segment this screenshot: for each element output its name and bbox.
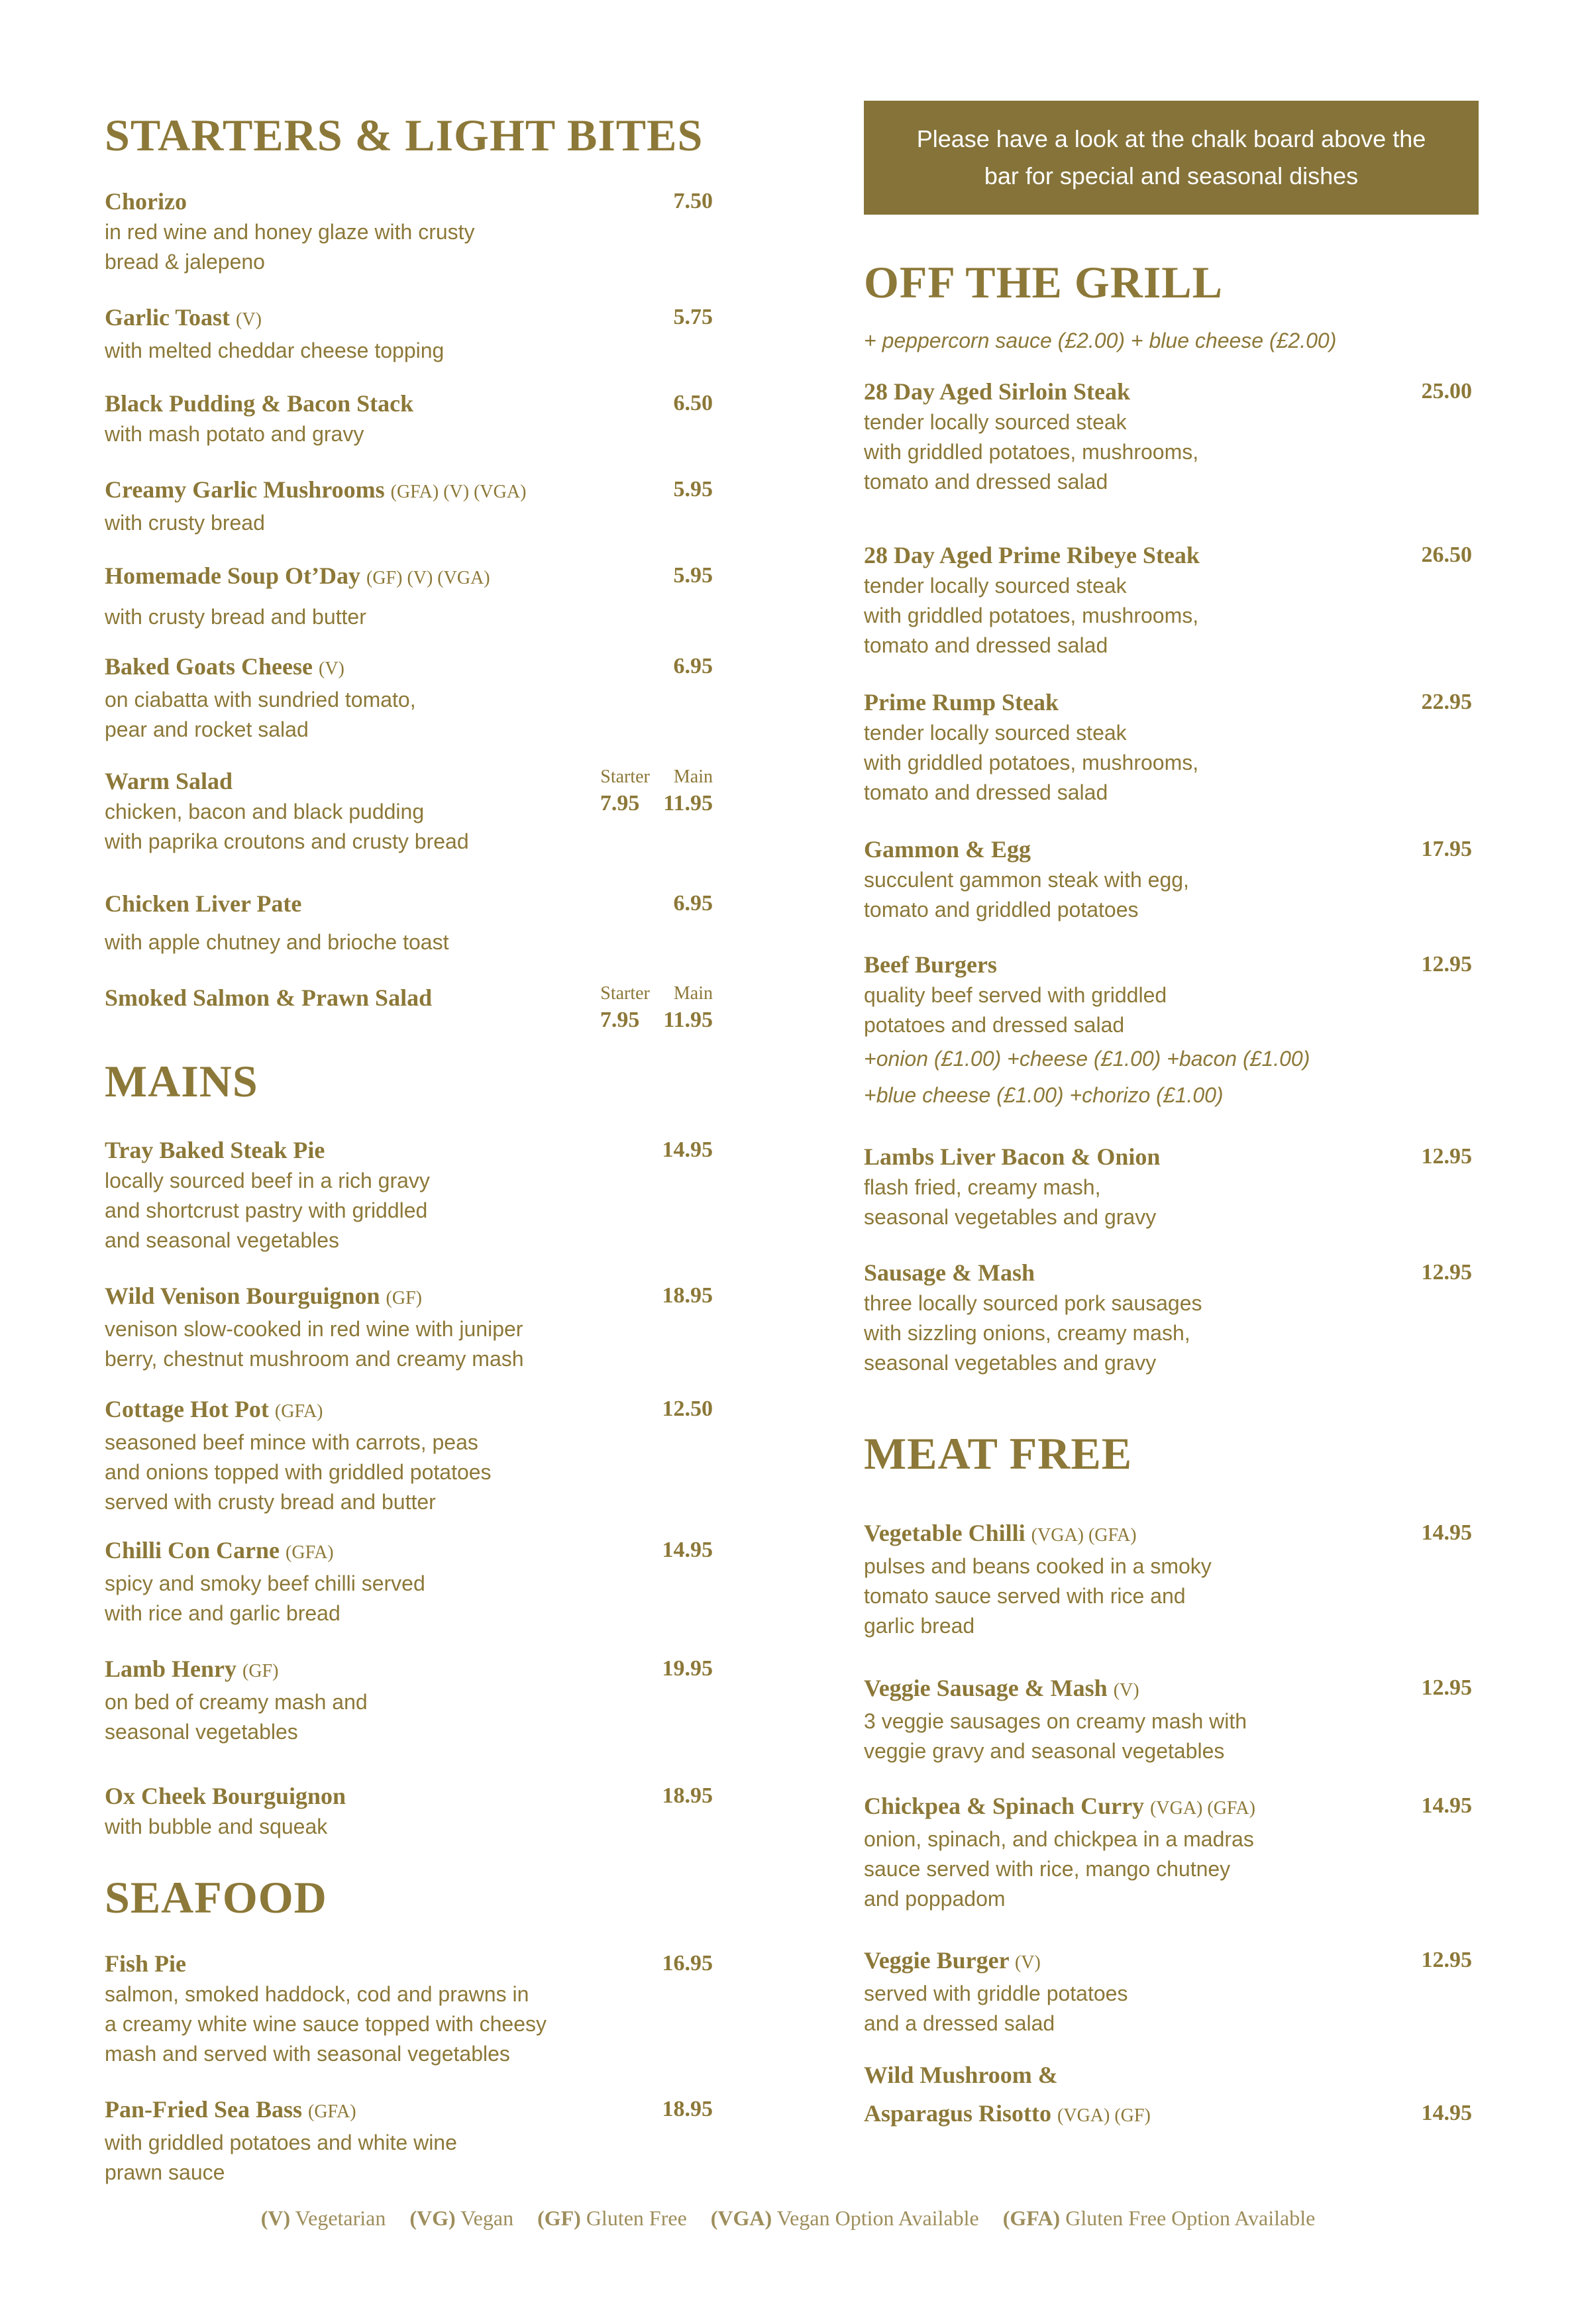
item-desc: seasonal vegetables and gravy bbox=[864, 1205, 1157, 1229]
main-label: Main bbox=[673, 766, 713, 787]
legend-entry: (VG) Vegan bbox=[409, 2206, 514, 2230]
menu-item bbox=[105, 1948, 719, 2069]
item-desc: and seasonal vegetables bbox=[105, 1228, 340, 1252]
menu-item bbox=[105, 185, 719, 277]
item-name: Garlic Toast bbox=[105, 304, 231, 331]
section-title-seafood: SEAFOOD bbox=[105, 1872, 327, 1923]
item-price: 18.95 bbox=[662, 2097, 713, 2121]
item-price: 12.95 bbox=[1421, 1144, 1472, 1169]
item-desc: with crusty bread bbox=[105, 511, 265, 535]
item-extras: +onion (£1.00) +cheese (£1.00) +bacon (£1.00) bbox=[864, 1047, 1310, 1071]
item-desc: on ciabatta with sundried tomato, bbox=[105, 688, 416, 712]
menu-item bbox=[105, 1280, 719, 1374]
item-name: Veggie Burger bbox=[864, 1947, 1009, 1974]
item-desc: and poppadom bbox=[864, 1887, 1006, 1911]
item-tags: (VGA) (GF) bbox=[1057, 2105, 1151, 2126]
menu-item bbox=[105, 765, 719, 857]
section-title-meat-free: MEAT FREE bbox=[864, 1428, 1133, 1479]
item-price: 26.50 bbox=[1421, 543, 1472, 567]
item-desc: with griddled potatoes, mushrooms, bbox=[864, 440, 1199, 464]
item-desc: 3 veggie sausages on creamy mash with bbox=[864, 1709, 1247, 1733]
item-desc: with melted cheddar cheese topping bbox=[105, 339, 445, 362]
item-name: Veggie Sausage & Mash bbox=[864, 1675, 1108, 1701]
item-desc: with rice and garlic bread bbox=[105, 1601, 341, 1625]
item-price: 14.95 bbox=[1421, 1793, 1472, 1818]
item-name: Chilli Con Carne bbox=[105, 1537, 280, 1563]
item-name: Black Pudding & Bacon Stack bbox=[105, 390, 414, 417]
item-name: Wild Mushroom & bbox=[864, 2062, 1058, 2088]
item-desc: served with crusty bread and butter bbox=[105, 1490, 436, 1514]
item-desc: tender locally sourced steak bbox=[864, 410, 1127, 434]
item-desc: with paprika croutons and crusty bread bbox=[105, 829, 469, 853]
item-desc: tomato and dressed salad bbox=[864, 633, 1108, 657]
item-name: 28 Day Aged Prime Ribeye Steak bbox=[864, 542, 1200, 568]
item-price: 6.95 bbox=[673, 891, 713, 916]
item-price: 22.95 bbox=[1421, 690, 1472, 714]
item-desc: spicy and smoky beef chilli served bbox=[105, 1571, 425, 1595]
item-desc: mash and served with seasonal vegetables bbox=[105, 2042, 510, 2066]
item-name: Tray Baked Steak Pie bbox=[105, 1137, 325, 1163]
item-desc: with sizzling onions, creamy mash, bbox=[864, 1321, 1190, 1345]
item-tags: (VGA) (GFA) bbox=[1150, 1798, 1255, 1819]
item-desc: locally sourced beef in a rich gravy bbox=[105, 1169, 430, 1192]
item-desc: three locally sourced pork sausages bbox=[864, 1291, 1202, 1315]
item-price: 6.95 bbox=[673, 654, 713, 678]
main-label: Main bbox=[673, 983, 713, 1004]
item-desc: with bubble and squeak bbox=[105, 1815, 328, 1838]
menu-item bbox=[864, 2059, 1479, 2132]
item-price: 5.95 bbox=[673, 563, 713, 588]
menu-item bbox=[105, 388, 719, 449]
item-desc: prawn sauce bbox=[105, 2160, 225, 2184]
item-price: 18.95 bbox=[662, 1283, 713, 1308]
item-name: Wild Venison Bourguignon bbox=[105, 1283, 380, 1309]
item-price: 12.95 bbox=[1421, 1260, 1472, 1285]
main-price: 11.95 bbox=[663, 791, 713, 816]
item-price: 18.95 bbox=[662, 1783, 713, 1808]
item-desc: and shortcrust pastry with griddled bbox=[105, 1198, 428, 1222]
menu-item bbox=[864, 1141, 1479, 1232]
item-desc: pear and rocket salad bbox=[105, 717, 309, 741]
item-tags: (GF) bbox=[242, 1661, 279, 1681]
legend-entry: (V) Vegetarian bbox=[260, 2206, 386, 2230]
item-price: 12.95 bbox=[1421, 1675, 1472, 1700]
item-desc: tomato and dressed salad bbox=[864, 470, 1108, 494]
item-desc: berry, chestnut mushroom and creamy mash bbox=[105, 1347, 524, 1371]
item-desc: seasoned beef mince with carrots, peas bbox=[105, 1430, 478, 1454]
section-title-grill: OFF THE GRILL bbox=[864, 257, 1223, 307]
section-title-mains: MAINS bbox=[105, 1056, 258, 1106]
item-name: Baked Goats Cheese bbox=[105, 653, 313, 680]
item-name: Cottage Hot Pot bbox=[105, 1396, 269, 1422]
menu-item bbox=[864, 686, 1479, 808]
item-price: 12.95 bbox=[1421, 1948, 1472, 1972]
item-desc: with crusty bread and butter bbox=[105, 605, 366, 629]
item-desc: pulses and beans cooked in a smoky bbox=[864, 1554, 1212, 1578]
item-name: Sausage & Mash bbox=[864, 1259, 1035, 1286]
dietary-legend bbox=[0, 2206, 1576, 2231]
menu-item bbox=[864, 539, 1479, 660]
item-name: Vegetable Chilli bbox=[864, 1520, 1025, 1546]
item-desc: served with griddle potatoes bbox=[864, 1981, 1128, 2005]
item-price: 12.50 bbox=[662, 1397, 713, 1421]
item-name: Gammon & Egg bbox=[864, 836, 1031, 863]
item-desc: salmon, smoked haddock, cod and prawns in bbox=[105, 1982, 529, 2006]
menu-item bbox=[864, 1517, 1479, 1641]
item-price: 12.95 bbox=[1421, 952, 1472, 977]
item-name: Ox Cheek Bourguignon bbox=[105, 1783, 346, 1809]
legend-entry: (VGA) Vegan Option Available bbox=[710, 2206, 979, 2230]
menu-item bbox=[864, 1944, 1479, 2038]
menu-item bbox=[864, 1790, 1479, 1914]
item-name: Pan-Fried Sea Bass bbox=[105, 2096, 303, 2123]
item-price: 17.95 bbox=[1421, 837, 1472, 861]
item-tags: (V) bbox=[1014, 1952, 1041, 1973]
item-desc: onion, spinach, and chickpea in a madras bbox=[864, 1827, 1254, 1851]
item-tags: (GFA) bbox=[286, 1542, 334, 1563]
item-price: 16.95 bbox=[662, 1951, 713, 1976]
menu-item bbox=[864, 1257, 1479, 1378]
menu-item bbox=[105, 2093, 719, 2188]
item-desc: succulent gammon steak with egg, bbox=[864, 868, 1189, 892]
item-tags: (GFA) bbox=[274, 1401, 323, 1422]
item-desc: and onions topped with griddled potatoes bbox=[105, 1460, 492, 1484]
item-name: Prime Rump Steak bbox=[864, 689, 1059, 715]
menu-item bbox=[864, 376, 1479, 497]
menu-item bbox=[105, 1653, 719, 1747]
menu-item bbox=[105, 1780, 719, 1842]
menu-item bbox=[864, 1672, 1479, 1766]
item-desc: tomato sauce served with rice and bbox=[864, 1584, 1186, 1608]
item-desc: with griddled potatoes, mushrooms, bbox=[864, 751, 1199, 774]
item-tags: (GFA) (V) (VGA) bbox=[390, 482, 527, 502]
item-price: 5.95 bbox=[673, 477, 713, 502]
item-extras: +blue cheese (£1.00) +chorizo (£1.00) bbox=[864, 1083, 1224, 1107]
item-price: 5.75 bbox=[673, 305, 713, 329]
item-name: Chorizo bbox=[105, 188, 187, 215]
item-desc: with apple chutney and brioche toast bbox=[105, 930, 449, 954]
menu-item bbox=[105, 1134, 719, 1255]
main-price: 11.95 bbox=[663, 1008, 713, 1032]
starter-price: 7.95 bbox=[600, 791, 640, 816]
item-desc: in red wine and honey glaze with crusty bbox=[105, 220, 475, 244]
dual-price bbox=[600, 982, 713, 1035]
item-desc: garlic bread bbox=[864, 1614, 975, 1638]
item-price: 14.95 bbox=[1421, 1520, 1472, 1545]
menu-item bbox=[105, 982, 719, 1032]
dual-price bbox=[600, 765, 713, 818]
chalk-board-text: Please have a look at the chalk board above the bar for special and seasonal dishes bbox=[916, 125, 1426, 189]
item-desc: potatoes and dressed salad bbox=[864, 1013, 1125, 1037]
item-desc: with griddled potatoes and white wine bbox=[105, 2131, 457, 2154]
item-price: 14.95 bbox=[662, 1137, 713, 1162]
item-desc: on bed of creamy mash and bbox=[105, 1690, 368, 1714]
item-name: Lamb Henry bbox=[105, 1656, 237, 1682]
item-tags: (V) bbox=[319, 659, 344, 679]
item-name: Beef Burgers bbox=[864, 951, 997, 978]
item-name-line2: Asparagus Risotto bbox=[864, 2100, 1052, 2127]
menu-item bbox=[105, 1534, 719, 1628]
item-price: 14.95 bbox=[662, 1538, 713, 1562]
item-desc: with griddled potatoes, mushrooms, bbox=[864, 604, 1199, 627]
item-tags: (V) bbox=[236, 309, 262, 330]
menu-item bbox=[105, 651, 719, 745]
chalk-board-banner bbox=[864, 101, 1479, 215]
item-price: 25.00 bbox=[1421, 379, 1472, 403]
item-desc: tender locally sourced steak bbox=[864, 574, 1127, 598]
starter-price: 7.95 bbox=[600, 1008, 640, 1032]
item-price: 19.95 bbox=[662, 1656, 713, 1681]
item-desc: tender locally sourced steak bbox=[864, 721, 1127, 745]
starter-label: Starter bbox=[600, 983, 650, 1004]
item-tags: (GF) (V) (VGA) bbox=[366, 568, 490, 588]
starter-label: Starter bbox=[600, 766, 650, 787]
item-name: Warm Salad bbox=[105, 768, 233, 794]
menu-item bbox=[105, 301, 719, 366]
menu-item bbox=[864, 949, 1479, 1110]
item-name: Chickpea & Spinach Curry bbox=[864, 1793, 1145, 1819]
item-desc: quality beef served with griddled bbox=[864, 983, 1167, 1007]
menu-item bbox=[864, 833, 1479, 925]
item-price: 7.50 bbox=[673, 189, 713, 213]
item-tags: (VGA) (GFA) bbox=[1031, 1525, 1137, 1546]
section-title-starters: STARTERS & LIGHT BITES bbox=[105, 110, 704, 160]
item-desc: seasonal vegetables and gravy bbox=[864, 1351, 1157, 1375]
item-desc: seasonal vegetables bbox=[105, 1720, 298, 1744]
item-tags: (GF) bbox=[386, 1288, 422, 1308]
item-price: 14.95 bbox=[1421, 2101, 1472, 2125]
item-name: Lambs Liver Bacon & Onion bbox=[864, 1143, 1161, 1170]
item-desc: flash fried, creamy mash, bbox=[864, 1175, 1101, 1199]
item-desc: and a dressed salad bbox=[864, 2011, 1055, 2035]
legend-entry: (GF) Gluten Free bbox=[537, 2206, 687, 2230]
item-desc: sauce served with rice, mango chutney bbox=[864, 1857, 1231, 1881]
item-name: Smoked Salmon & Prawn Salad bbox=[105, 984, 433, 1011]
item-name: 28 Day Aged Sirloin Steak bbox=[864, 378, 1131, 405]
item-name: Fish Pie bbox=[105, 1950, 186, 1977]
item-name: Creamy Garlic Mushrooms bbox=[105, 476, 385, 503]
item-desc: a creamy white wine sauce topped with cheesy bbox=[105, 2012, 547, 2036]
item-desc: bread & jalepeno bbox=[105, 250, 265, 274]
menu-item bbox=[105, 560, 719, 632]
item-desc: venison slow-cooked in red wine with juniper bbox=[105, 1317, 523, 1341]
item-desc: tomato and griddled potatoes bbox=[864, 898, 1139, 922]
legend-entry: (GFA) Gluten Free Option Available bbox=[1002, 2206, 1316, 2230]
grill-sauce-note: + peppercorn sauce (£2.00) + blue cheese (£2.00) bbox=[864, 329, 1337, 352]
item-tags: (V) bbox=[1113, 1680, 1139, 1701]
item-desc: with mash potato and gravy bbox=[105, 422, 364, 446]
item-name: Homemade Soup Ot’Day bbox=[105, 562, 360, 589]
item-desc: veggie gravy and seasonal vegetables bbox=[864, 1739, 1225, 1763]
item-tags: (GFA) bbox=[308, 2101, 356, 2122]
menu-item bbox=[105, 888, 719, 957]
item-desc: tomato and dressed salad bbox=[864, 780, 1108, 804]
menu-item bbox=[105, 1393, 719, 1517]
item-desc: chicken, bacon and black pudding bbox=[105, 800, 425, 823]
item-name: Chicken Liver Pate bbox=[105, 890, 302, 917]
menu-item bbox=[105, 474, 719, 538]
item-price: 6.50 bbox=[673, 391, 713, 415]
